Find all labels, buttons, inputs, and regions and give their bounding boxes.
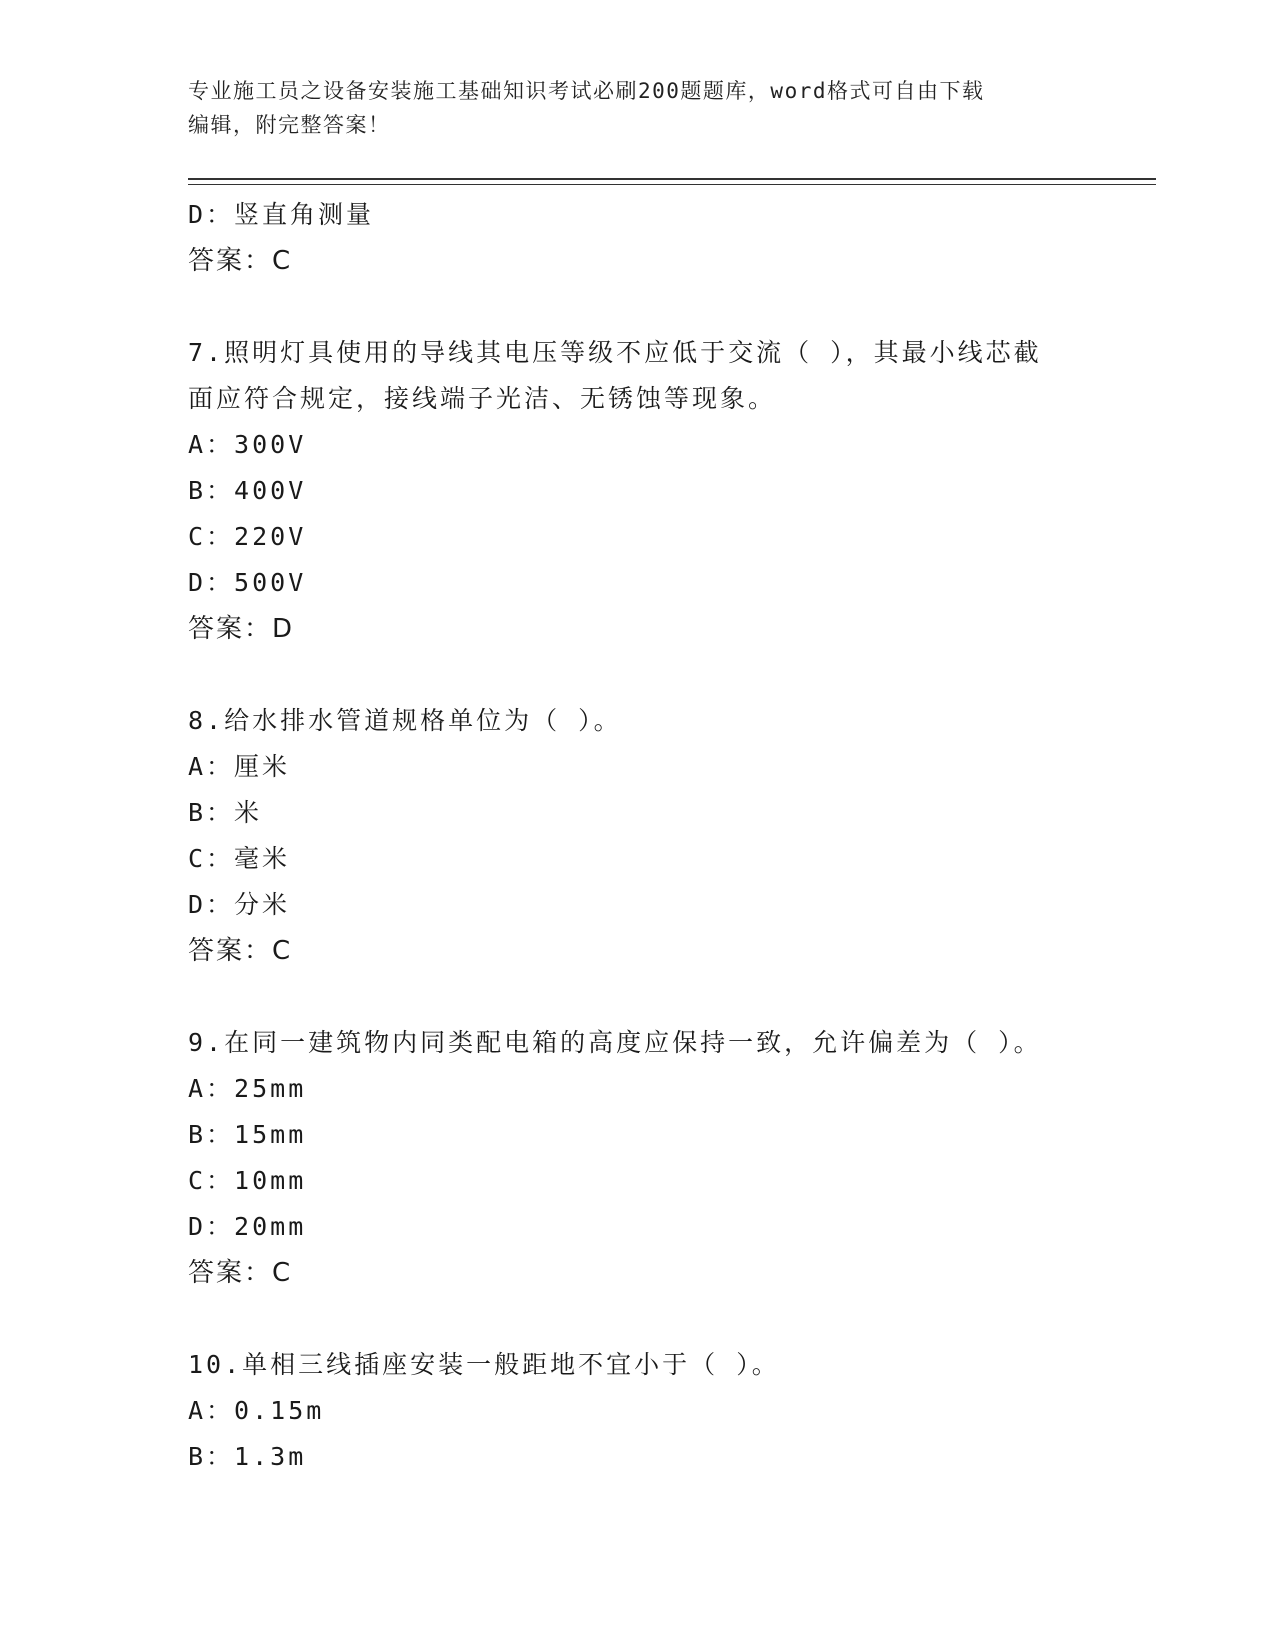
spacer xyxy=(188,1296,1088,1342)
question-7 xyxy=(188,330,1088,652)
option-d: D：500V xyxy=(188,568,307,597)
question-10 xyxy=(188,1342,1088,1480)
header-title-line1: 专业施工员之设备安装施工基础知识考试必刷200题题库，word格式可自由下载 xyxy=(188,79,985,103)
spacer xyxy=(188,284,1088,330)
answer-line: 答案：C xyxy=(188,1258,293,1288)
option-a: A：300V xyxy=(188,430,307,459)
option-c: C：毫米 xyxy=(188,844,291,873)
question-stem-continued: 面应符合规定，接线端子光洁、无锈蚀等现象。 xyxy=(188,384,777,413)
option-c: C：10mm xyxy=(188,1166,307,1195)
option-b: B：1.3m xyxy=(188,1442,307,1471)
answer-line: 答案：C xyxy=(188,246,293,276)
document-header xyxy=(188,74,1088,142)
header-divider-thick xyxy=(188,178,1156,180)
option-b: B：15mm xyxy=(188,1120,307,1149)
option-d: D：20mm xyxy=(188,1212,307,1241)
question-list xyxy=(188,192,1088,1480)
option-a: A：厘米 xyxy=(188,752,291,781)
answer-line: 答案：C xyxy=(188,936,293,966)
header-divider-thin xyxy=(188,184,1156,185)
previous-question-tail xyxy=(188,192,1088,284)
question-stem: 10.单相三线插座安装一般距地不宜小于（ ）。 xyxy=(188,1350,780,1379)
option-c: C：220V xyxy=(188,522,307,551)
answer-line: 答案：D xyxy=(188,614,295,644)
question-stem: 8.给水排水管道规格单位为（ ）。 xyxy=(188,706,622,735)
spacer xyxy=(188,974,1088,1020)
header-title-line2: 编辑，附完整答案！ xyxy=(188,113,391,137)
option-a: A：0.15m xyxy=(188,1396,325,1425)
option-d: D：分米 xyxy=(188,890,291,919)
question-stem: 7.照明灯具使用的导线其电压等级不应低于交流（ ），其最小线芯截 xyxy=(188,338,1042,367)
question-8 xyxy=(188,698,1088,974)
option-d: D：竖直角测量 xyxy=(188,200,375,229)
option-a: A：25mm xyxy=(188,1074,307,1103)
spacer xyxy=(188,652,1088,698)
question-9 xyxy=(188,1020,1088,1296)
option-b: B：400V xyxy=(188,476,307,505)
option-b: B：米 xyxy=(188,798,263,827)
question-stem: 9.在同一建筑物内同类配电箱的高度应保持一致，允许偏差为（ ）。 xyxy=(188,1028,1042,1057)
